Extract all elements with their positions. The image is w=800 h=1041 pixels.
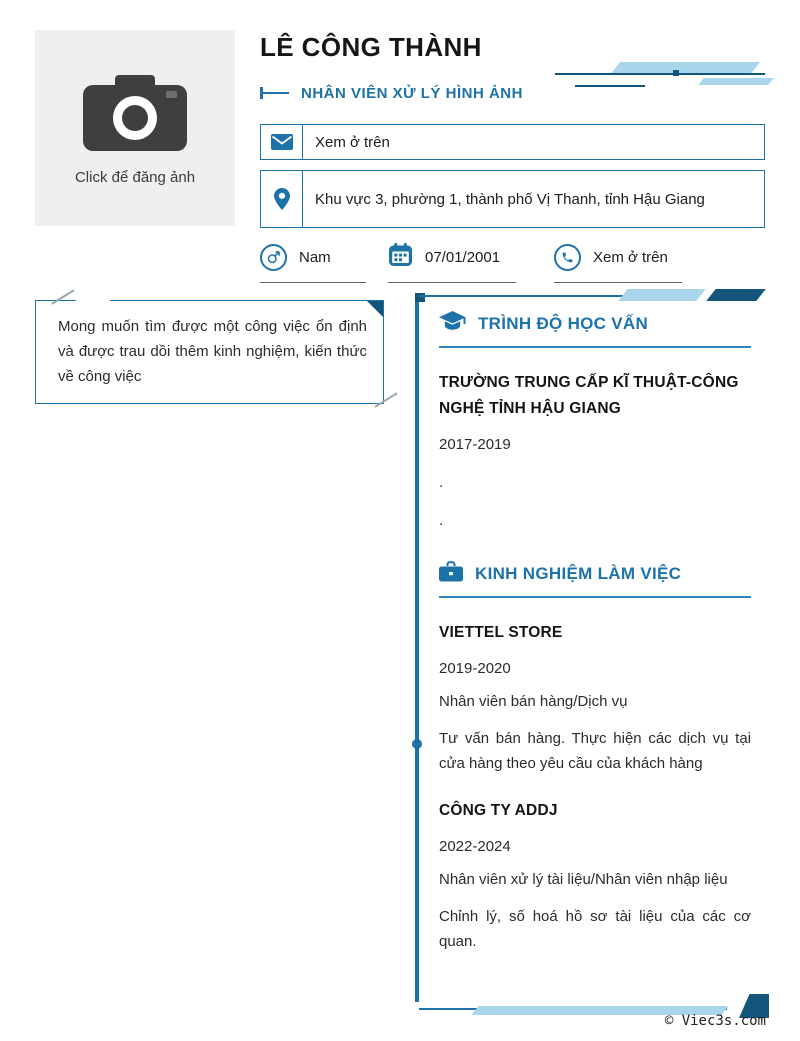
education-section-title: TRÌNH ĐỘ HỌC VẤN: [478, 314, 649, 333]
job-years: 2019-2020: [439, 660, 511, 677]
location-pin-icon: [261, 171, 303, 227]
dob-value: 07/01/2001: [425, 248, 501, 266]
phone-icon: [554, 244, 581, 271]
job-years: 2022-2024: [439, 838, 511, 855]
education-detail-line: .: [439, 512, 444, 529]
gender-icon: [260, 244, 287, 271]
objective-notch-decoration: [76, 300, 110, 303]
experience-section-title: KINH NGHIỆM LÀM VIỆC: [475, 564, 682, 583]
briefcase-icon: [439, 561, 463, 587]
school-name: TRƯỜNG TRUNG CẤP KĨ THUẬT-CÔNG NGHỆ TỈNH HẬU GIANG: [439, 374, 739, 417]
main-panel: [415, 293, 767, 1012]
phone-item: [554, 242, 682, 283]
calendar-icon: [388, 242, 413, 272]
education-underline: [439, 346, 751, 348]
experience-section-header: [439, 561, 751, 587]
cv-header: [260, 30, 765, 283]
objective-slash-bottom-decoration: [374, 392, 397, 407]
address-field: [260, 170, 765, 228]
education-section-header: [439, 311, 751, 337]
job-title-row: [260, 80, 765, 106]
email-field: [260, 124, 765, 160]
objective-corner-decoration: [367, 301, 383, 317]
header-circuit-decoration: [550, 62, 765, 98]
company-name: CÔNG TY ADDJ: [439, 802, 558, 819]
gender-item: [260, 242, 366, 283]
company-name: VIETTEL STORE: [439, 624, 563, 641]
email-value: Xem ở trên: [315, 133, 390, 151]
address-value: Khu vực 3, phường 1, thành phố Vị Thanh, tỉnh Hậu Giang: [315, 190, 705, 208]
job-title: NHÂN VIÊN XỬ LÝ HÌNH ẢNH: [301, 84, 523, 102]
dob-item: [388, 242, 516, 283]
job-description: Tư vấn bán hàng. Thực hiện các dịch vụ tại cửa hàng theo yêu cầu của khách hàng: [439, 730, 751, 772]
job-role: Nhân viên bán hàng/Dịch vụ: [439, 693, 628, 710]
panel-left-line-decoration: [415, 301, 419, 1002]
personal-info-row: [260, 242, 765, 283]
graduation-cap-icon: [439, 311, 466, 337]
envelope-icon: [261, 125, 303, 159]
watermark: © Viec3s.com: [664, 1013, 766, 1029]
objective-slash-top-decoration: [51, 289, 74, 304]
photo-upload-box[interactable]: [35, 30, 235, 226]
job-role: Nhân viên xử lý tài liệu/Nhân viên nhập liệu: [439, 871, 728, 888]
objective-box: [35, 300, 384, 404]
photo-upload-label: Click để đăng ảnh: [74, 169, 196, 186]
education-years: 2017-2019: [439, 436, 511, 453]
candidate-name: LÊ CÔNG THÀNH: [260, 32, 482, 62]
panel-bullet-dot-decoration: [412, 739, 422, 749]
job-entry: [439, 798, 751, 954]
job-description: Chỉnh lý, số hoá hồ sơ tài liệu của các cơ quan.: [439, 908, 751, 950]
education-detail-line: .: [439, 474, 444, 491]
gender-value: Nam: [299, 248, 331, 266]
phone-value: Xem ở trên: [593, 248, 668, 266]
camera-icon: [76, 70, 194, 159]
job-entry: [439, 620, 751, 776]
experience-underline: [439, 596, 751, 598]
title-line-decoration: [263, 92, 289, 94]
objective-text: Mong muốn tìm được một công việc ổn định và được trau dồi thêm kinh nghiệm, kiến thức về công việc: [58, 318, 367, 385]
